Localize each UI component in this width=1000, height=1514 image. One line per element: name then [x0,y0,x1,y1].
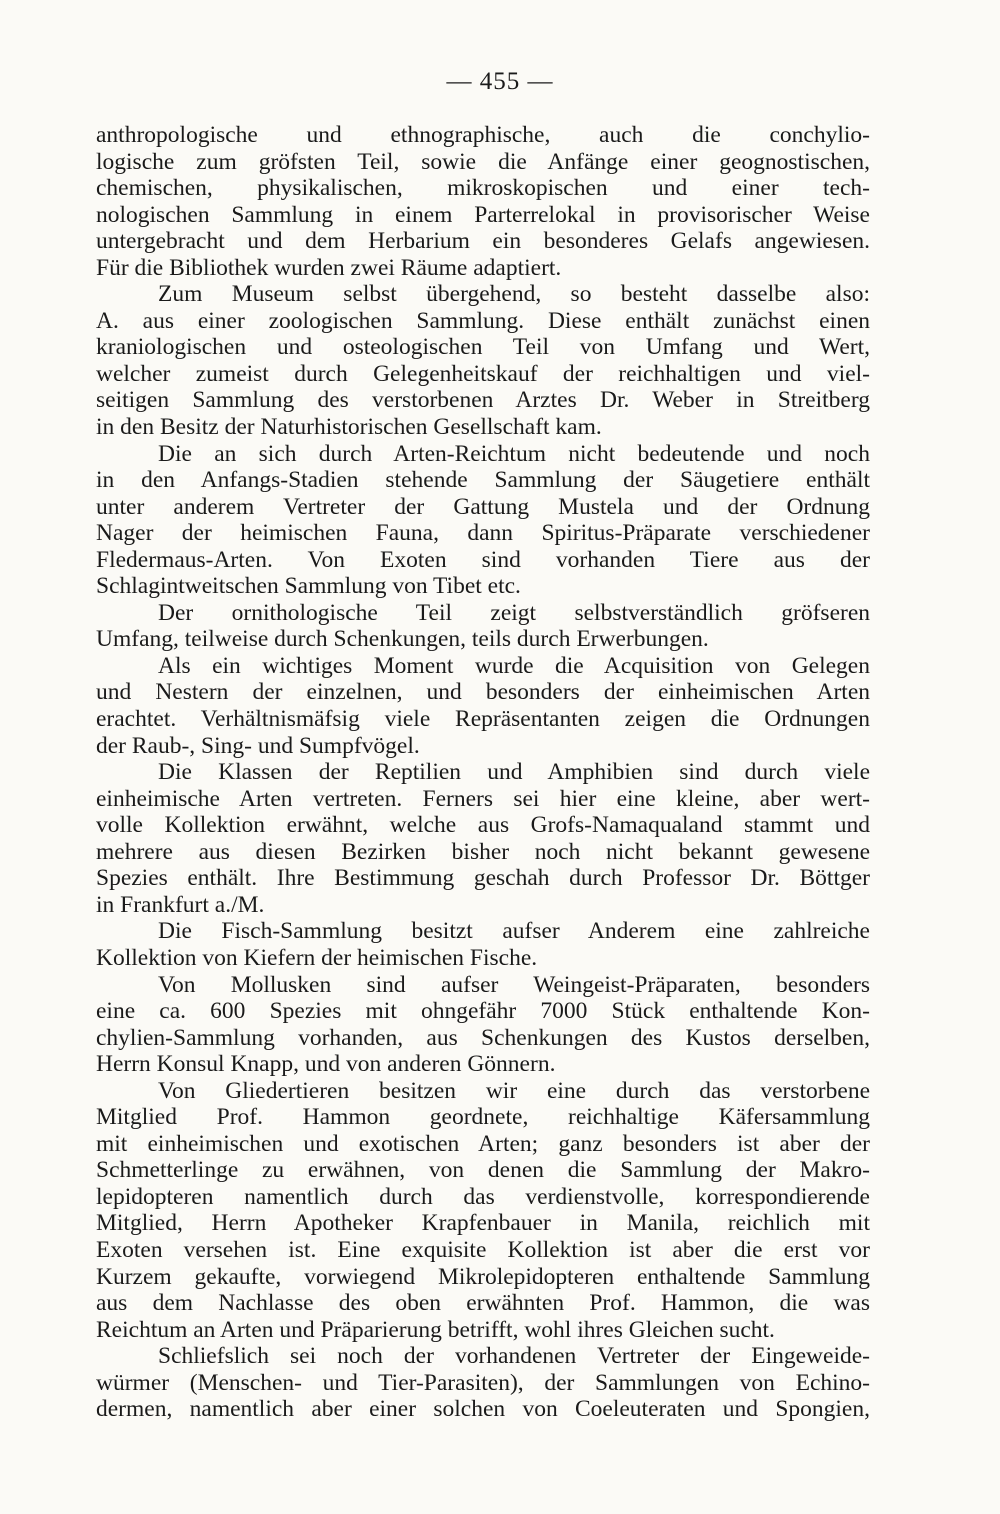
text-line: A. aus einer zoologischen Sammlung. Diese enthält zunächst einen [96,307,870,334]
text-line: Nager der heimischen Fauna, dann Spiritus-Präparate verschiedener [96,520,870,547]
text-line: logische zum gröfsten Teil, sowie die Anfänge einer geognostischen, [96,148,870,175]
text-line: in den Besitz der Naturhistorischen Gesellschaft kam. [96,414,602,441]
text-line: und Nestern der einzelnen, und besonders der einheimischen Arten [96,679,870,706]
text-line: chylien-Sammlung vorhanden, aus Schenkungen des Kustos derselben, [96,1024,870,1051]
text-line: Schlagintweitschen Sammlung von Tibet etc. [96,573,521,600]
text-line: in den Anfangs-Stadien stehende Sammlung der Säugetiere enthält [96,467,870,494]
text-line: mit einheimischen und exotischen Arten; ganz besonders ist aber der [96,1130,870,1157]
text-line: aus dem Nachlasse des oben erwähnten Prof. Hammon, die was [96,1290,870,1317]
text-line: Von Gliedertieren besitzen wir eine durch das verstorbene [158,1077,870,1104]
text-line: nologischen Sammlung in einem Parterrelokal in provisorischer Weise [96,201,870,228]
text-line: Für die Bibliothek wurden zwei Räume adaptiert. [96,254,562,281]
text-line: Mitglied, Herrn Apotheker Krapfenbauer in Manila, reichlich mit [96,1210,870,1237]
page-number: — 455 — [446,68,554,95]
body-text [96,122,870,1423]
text-line: untergebracht und dem Herbarium ein besonderes Gelafs angewiesen. [96,228,870,255]
text-line: welcher zumeist durch Gelegenheitskauf der reichhaltigen und viel- [96,360,870,387]
text-line: kraniologischen und osteologischen Teil von Umfang und Wert, [96,334,870,361]
text-line: mehrere aus diesen Bezirken bisher noch nicht bekannt gewesene [96,838,870,865]
text-line: in Frankfurt a./M. [96,891,265,918]
text-line: Der ornithologische Teil zeigt selbstverständlich gröfseren [158,599,870,626]
text-line: dermen, namentlich aber einer solchen von Coeleuteraten und Spongien, [96,1396,870,1423]
text-line: Fledermaus-Arten. Von Exoten sind vorhanden Tiere aus der [96,546,870,573]
text-line: Die an sich durch Arten-Reichtum nicht bedeutende und noch [158,440,870,467]
text-line: anthropologische und ethnographische, auch die conchylio- [96,122,870,148]
text-line: eine ca. 600 Spezies mit ohngefähr 7000 Stück enthaltende Kon- [96,998,870,1025]
text-line: seitigen Sammlung des verstorbenen Arztes Dr. Weber in Streitberg [96,387,870,414]
text-line: Reichtum an Arten und Präparierung betrifft, wohl ihres Gleichen sucht. [96,1316,775,1343]
text-line: würmer (Menschen- und Tier-Parasiten), der Sammlungen von Echino- [96,1369,870,1396]
text-line: Kollektion von Kiefern der heimischen Fische. [96,944,538,971]
text-line: Exoten versehen ist. Eine exquisite Kollektion ist aber die erst vor [96,1236,870,1263]
text-line: Die Klassen der Reptilien und Amphibien sind durch viele [158,759,870,786]
text-line: unter anderem Vertreter der Gattung Mustela und der Ordnung [96,493,870,520]
text-line: Schmetterlinge zu erwähnen, von denen die Sammlung der Makro- [96,1157,870,1184]
text-line: Als ein wichtiges Moment wurde die Acquisition von Gelegen [158,652,870,679]
text-line: Die Fisch-Sammlung besitzt aufser Anderem eine zahlreiche [158,918,870,945]
text-line: Mitglied Prof. Hammon geordnete, reichhaltige Käfersammlung [96,1104,870,1131]
text-line: Kurzem gekaufte, vorwiegend Mikrolepidopteren enthaltende Sammlung [96,1263,870,1290]
text-line: Spezies enthält. Ihre Bestimmung geschah durch Professor Dr. Böttger [96,865,870,892]
text-line: Zum Museum selbst übergehend, so besteht dasselbe also: [158,281,870,308]
text-line: chemischen, physikalischen, mikroskopischen und einer tech- [96,175,870,202]
text-line: Von Mollusken sind aufser Weingeist-Präparaten, besonders [158,971,870,998]
text-line: Schliefslich sei noch der vorhandenen Vertreter der Eingeweide- [158,1343,870,1370]
text-line: Umfang, teilweise durch Schenkungen, teils durch Erwerbungen. [96,626,709,653]
text-line: lepidopteren namentlich durch das verdienstvolle, korrespondierende [96,1183,870,1210]
text-line: der Raub-, Sing- und Sumpfvögel. [96,732,420,759]
text-line: einheimische Arten vertreten. Ferners sei hier eine kleine, aber wert- [96,785,870,812]
text-line: erachtet. Verhältnismäfsig viele Repräsentanten zeigen die Ordnungen [96,706,870,733]
text-line: Herrn Konsul Knapp, und von anderen Gönnern. [96,1051,556,1078]
text-line: volle Kollektion erwähnt, welche aus Grofs-Namaqualand stammt und [96,812,870,839]
